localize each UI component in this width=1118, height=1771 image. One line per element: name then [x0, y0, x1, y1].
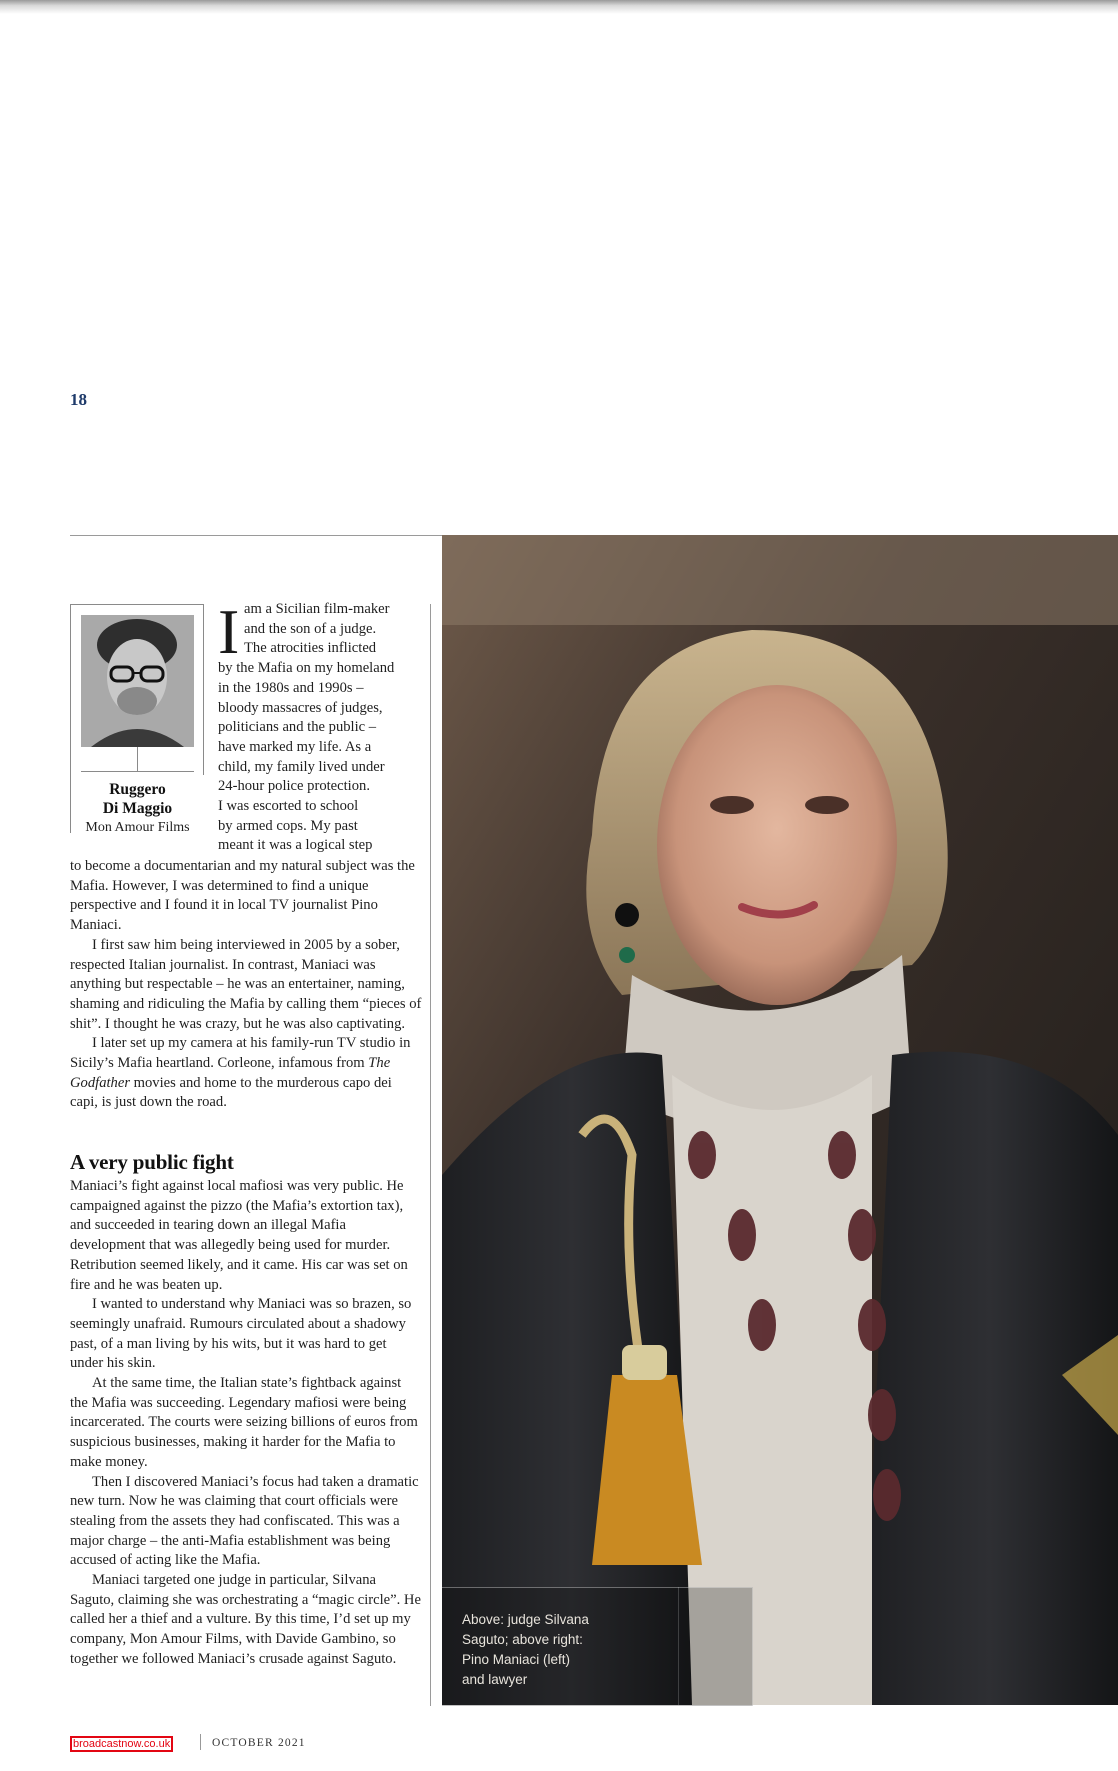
footer-date: OCTOBER 2021	[212, 1737, 306, 1749]
author-photo	[81, 615, 194, 747]
author-stem-rule	[137, 747, 138, 771]
paragraph-6: At the same time, the Italian state’s fightback against the Mafia was succeeding. Legendary mafiosi were being incarcerated. The courts were seizing billions of euros from suspicious businesses, making it harder for the Mafia to make money.	[70, 1375, 418, 1470]
intro-paragraph	[218, 596, 424, 856]
section-subhead: A very public fight	[70, 1150, 234, 1174]
paragraph-3-start: I later set up my camera at his family-run TV studio in Sicily’s Mafia heartland. Corleone, infamous from	[70, 1035, 411, 1072]
photo-illustration	[442, 535, 1118, 1705]
page-number: 18	[70, 390, 87, 409]
footer-separator	[200, 1734, 201, 1750]
paragraph-3-end: movies and home to the murderous capo dei capi, is just down the road.	[70, 1074, 392, 1111]
paragraph-5: I wanted to understand why Maniaci was so brazen, so seemingly unafraid. Rumours circulated about a shadowy past, of a man living by his wits, but it was hard to get under his skin.	[70, 1296, 412, 1372]
caption-line: Saguto; above right:	[462, 1632, 583, 1647]
intro-line: by armed cops. My past	[218, 817, 358, 834]
intro-line: in the 1980s and 1990s –	[218, 679, 364, 696]
intro-line: politicians and the public –	[218, 719, 377, 736]
author-name	[71, 780, 204, 818]
intro-line: and the son of a judge.	[244, 620, 377, 637]
paragraph-7: Then I discovered Maniaci’s focus had taken a dramatic new turn. Now he was claiming that court officials were stealing from the assets they had confiscated. This was a major charge – the anti-Mafia establishment was being accused of acting like the Mafia.	[70, 1473, 419, 1569]
caption-line: Pino Maniaci (left)	[462, 1652, 571, 1667]
author-company: Mon Amour Films	[85, 820, 190, 835]
body-column-top	[70, 857, 422, 1113]
intro-line: child, my family lived under	[218, 758, 385, 775]
author-name-first: Ruggero	[109, 781, 166, 798]
paragraph-8: Maniaci targeted one judge in particular, Silvana Saguto, claiming she was orchestrating a “magic circle”. He called her a thief and a vulture. By this time, I’d set up my company, Mon Amour Films, with Davide Gambino, so together we followed Maniaci’s crusade against Saguto.	[70, 1572, 421, 1667]
intro-line: have marked my life. As a	[218, 738, 372, 755]
paragraph-2: I first saw him being interviewed in 2005 by a sober, respected Italian journalist. In contrast, Maniaci was anything but respectable – he was an entertainer, naming, shaming and ridiculing the Mafia by calling them “pieces of shit”. I thought he was crazy, but he was also captivating.	[70, 936, 422, 1032]
photo-caption	[462, 1610, 612, 1690]
author-box	[70, 604, 204, 833]
caption-line: and lawyer	[462, 1672, 528, 1687]
body-column-bottom	[70, 1177, 422, 1670]
paragraph-3	[70, 1034, 422, 1113]
author-box-edge	[203, 605, 204, 775]
feature-photo	[442, 535, 1118, 1705]
intro-line: am a Sicilian film-maker	[244, 601, 390, 617]
intro-line: 24-hour police protection.	[218, 778, 370, 795]
intro-line: I was escorted to school	[218, 798, 359, 815]
intro-line: meant it was a logical step	[218, 837, 373, 854]
paragraph-1-continued: to become a documentarian and my natural subject was the Mafia. However, I was determined to find a unique perspective and I found it in local TV journalist Pino Maniaci.	[70, 858, 415, 934]
paragraph-4: Maniaci’s fight against local mafiosi was very public. He campaigned against the pizzo (the Mafia’s extortion tax), and succeeded in tearing down an illegal Mafia development that was allegedly being used for murder. Retribution seemed likely, and it came. His car was set on fire and he was beaten up.	[70, 1178, 408, 1293]
drop-cap: I	[218, 596, 240, 667]
film-title: The Godfather	[70, 1055, 391, 1091]
author-name-last: Di Maggio	[102, 800, 173, 817]
footer-url-link[interactable]: broadcastnow.co.uk	[70, 1736, 173, 1752]
author-divider	[81, 771, 194, 772]
page-top-shadow	[0, 0, 1118, 14]
author-portrait-illustration	[81, 615, 194, 747]
intro-line: bloody massacres of judges,	[218, 699, 383, 716]
caption-divider	[678, 1587, 679, 1705]
caption-line: Above: judge Silvana	[462, 1612, 589, 1627]
intro-line: The atrocities inflicted	[244, 640, 377, 657]
column-rule	[430, 604, 431, 1706]
intro-line: by the Mafia on my homeland	[218, 660, 395, 677]
top-rule	[70, 535, 442, 536]
